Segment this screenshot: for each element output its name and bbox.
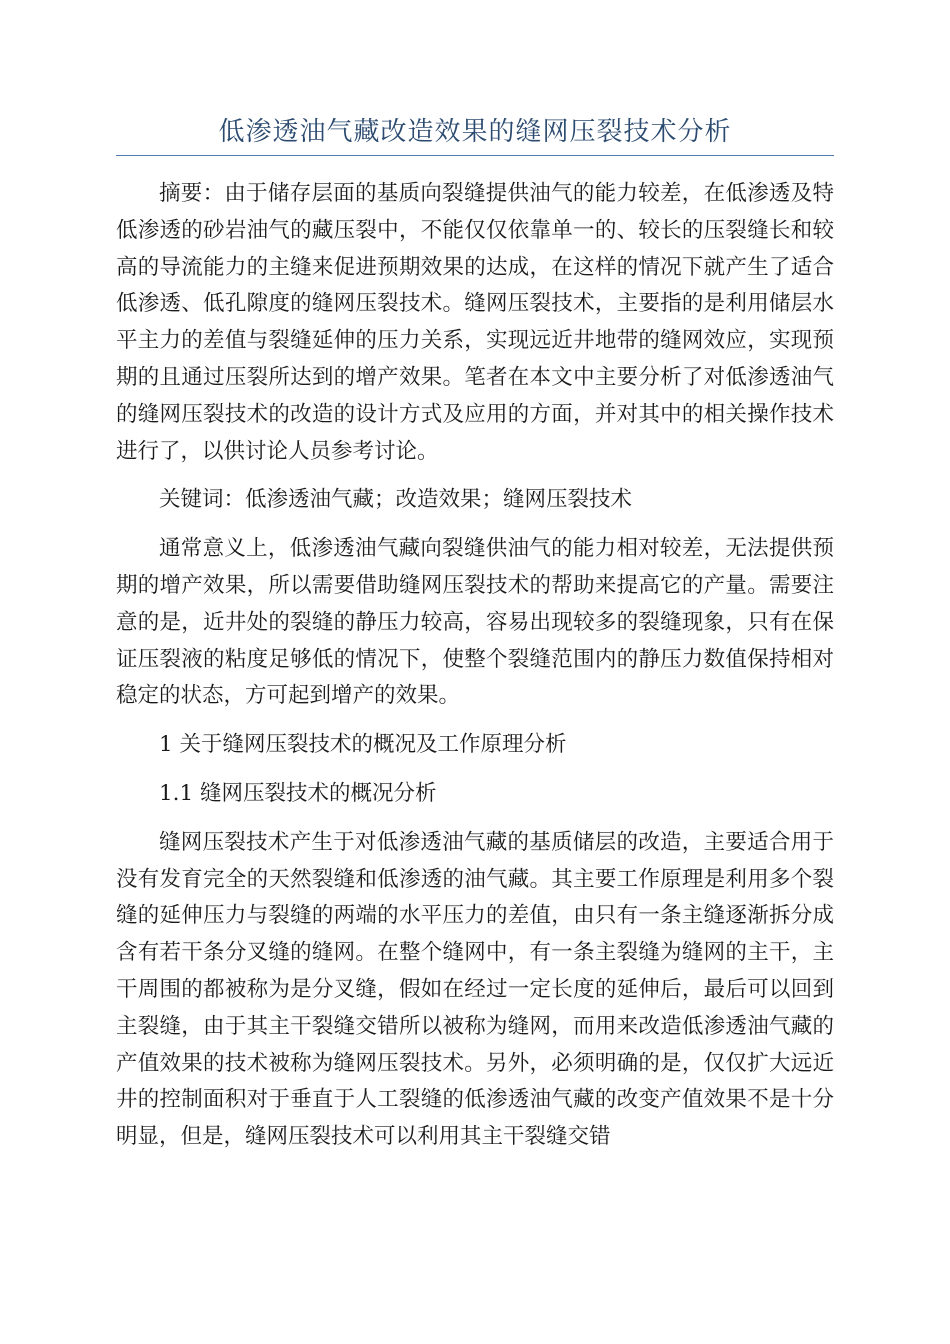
document-body: [116, 176, 834, 1156]
keywords-paragraph: 关键词：低渗透油气藏；改造效果；缝网压裂技术: [159, 487, 633, 513]
title-underline: [116, 155, 834, 156]
abstract-paragraph: 摘要：由于储存层面的基质向裂缝提供油气的能力较差，在低渗透及特低渗透的砂岩油气的藏压裂中，不能仅仅依靠单一的、较长的压裂缝长和较高的导流能力的主缝来促进预期效果的达成，在这样的情况下就产生了适合低渗透、低孔隙度的缝网压裂技术。缝网压裂技术，主要指的是利用储层水平主力的差值与裂缝延伸的压力关系，实现远近井地带的缝网效应，实现预期的且通过压裂所达到的增产效果。笔者在本文中主要分析了对低渗透油气的缝网压裂技术的改造的设计方式及应用的方面，并对其中的相关操作技术进行了，以供讨论人员参考讨论。: [116, 181, 834, 464]
intro-paragraph: 通常意义上，低渗透油气藏向裂缝供油气的能力相对较差，无法提供预期的增产效果，所以需要借助缝网压裂技术的帮助来提高它的产量。需要注意的是，近井处的裂缝的静压力较高，容易出现较多的裂缝现象，只有在保证压裂液的粘度足够低的情况下，使整个裂缝范围内的静压力数值保持相对稳定的状态，方可起到增产的效果。: [116, 536, 834, 709]
section-heading: 1 关于缝网压裂技术的概况及工作原理分析: [159, 732, 567, 758]
document-title: 低渗透油气藏改造效果的缝网压裂技术分析: [218, 117, 732, 147]
body-paragraph: 缝网压裂技术产生于对低渗透油气藏的基质储层的改造，主要适合用于没有发育完全的天然裂缝和低渗透的油气藏。其主要工作原理是利用多个裂缝的延伸压力与裂缝的两端的水平压力的差值，由只有一条主缝逐渐拆分成含有若干条分叉缝的缝网。在整个缝网中，有一条主裂缝为缝网的主干，主干周围的都被称为是分叉缝，假如在经过一定长度的延伸后，最后可以回到主裂缝，由于其主干裂缝交错所以被称为缝网，而用来改造低渗透油气藏的产值效果的技术被称为缝网压裂技术。另外，必须明确的是，仅仅扩大远近井的控制面积对于垂直于人工裂缝的低渗透油气藏的改变产值效果不是十分明显，但是，缝网压裂技术可以利用其主干裂缝交错: [116, 829, 834, 1150]
subsection-heading: 1.1 缝网压裂技术的概况分析: [159, 780, 437, 806]
